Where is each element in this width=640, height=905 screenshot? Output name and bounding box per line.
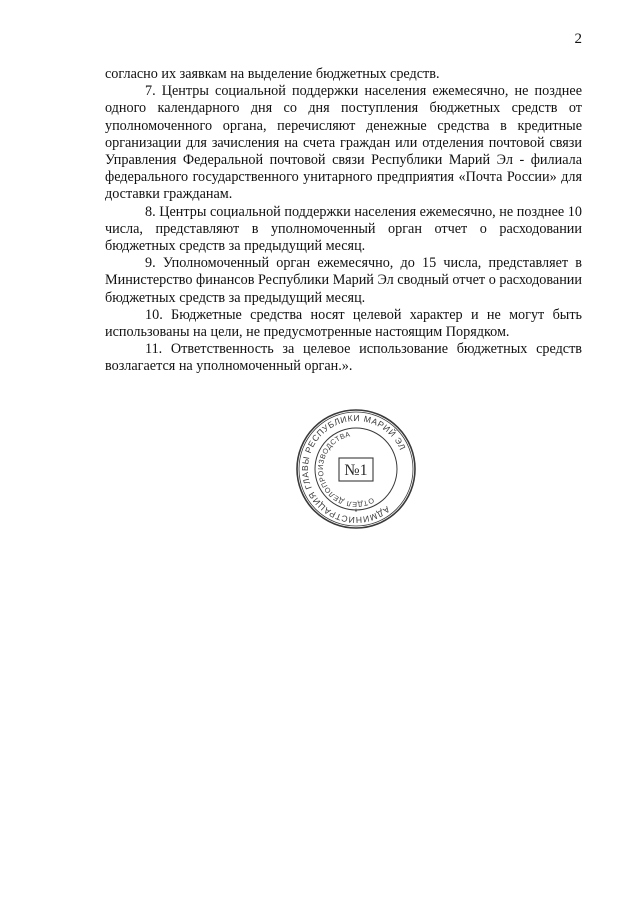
stamp-number: №1 [344,462,368,479]
stamp-inner-text: ОТДЕЛ ДЕЛОПРОИЗВОДСТВА [315,429,376,510]
paragraph-item-11: 11. Ответственность за целевое использование бюджетных средств возлагается на уполномоченный орган.». [105,341,582,375]
stamp-star: * [354,507,358,517]
paragraph-item-10: 10. Бюджетные средства носят целевой характер и не могут быть использованы на цели, не предусмотренные настоящим Порядком. [105,306,582,341]
page-number: 2 [574,31,582,47]
stamp-outer-text: АДМИНИСТРАЦИЯ ГЛАВЫ РЕСПУБЛИКИ МАРИЙ ЭЛ [299,412,408,526]
paragraph-item-9: 9. Уполномоченный орган ежемесячно, до 15 числа, представляет в Министерство финансов Республики Марий Эл сводный отчет о расходовании бюджетных средств за предыдущий месяц. [105,255,582,306]
paragraph-item-7: 7. Центры социальной поддержки населения ежемесячно, не позднее одного календарного дня со дня поступления бюджетных средств от уполномоченного органа, перечисляют денежные средства в кредитные организации для зачисления на счета граждан или отделения почтовой связи Управления Федеральной почтовой связи Республики Марий Эл - филиала федерального государственного унитарного предприятия «Почта России» для доставки гражданам. [105,83,582,203]
stamp-seal-graphic [295,408,417,530]
paragraph-continuation: согласно их заявкам на выделение бюджетных средств. [105,66,440,82]
document-body [105,66,582,376]
paragraph-item-8: 8. Центры социальной поддержки населения ежемесячно, не позднее 10 числа, представляют в уполномоченный орган отчет о расходовании бюджетных средств за предыдущий месяц. [105,203,582,255]
official-stamp [295,408,417,530]
